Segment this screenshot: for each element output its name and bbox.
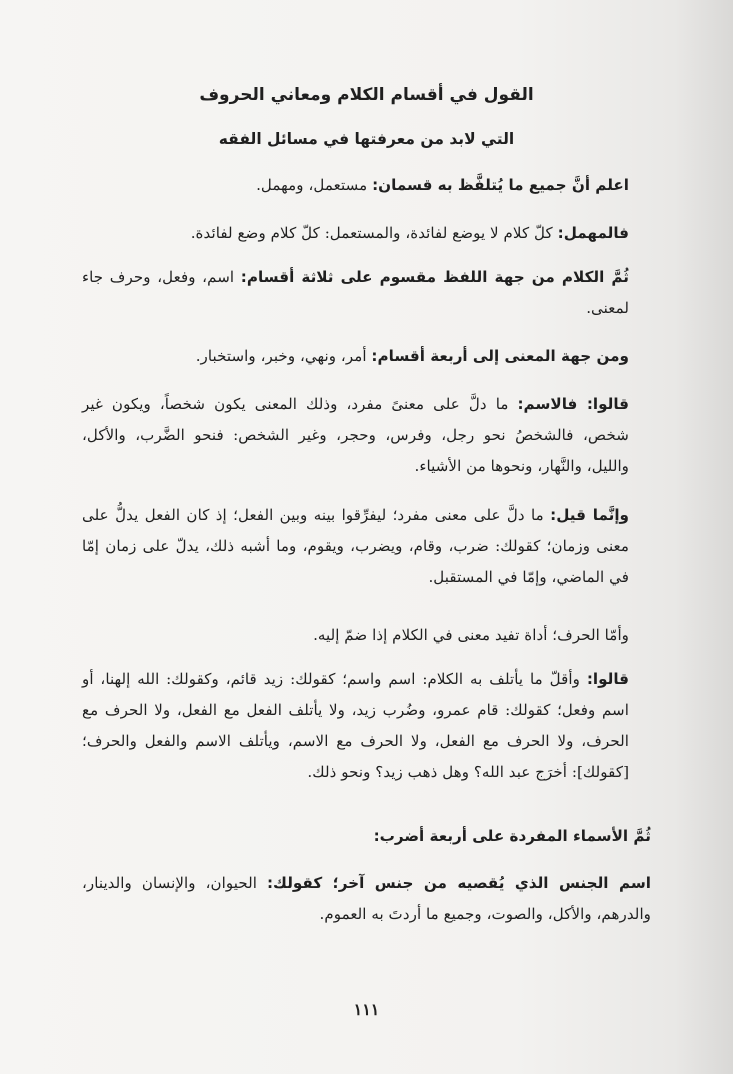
page-title: القول في أقسام الكلام ومعاني الحروف	[199, 85, 534, 105]
paragraph-2: فالمهمل: كلّ كلام لا يوضع لفائدة، والمستعمل: كلّ كلام وضع لفائدة.	[190, 224, 629, 242]
paragraph-8: قالوا: وأقلّ ما يأتلف به الكلام: اسم واسم؛ كقولك: زيد قائم، وكقولك: الله إلهنا، أو اسم وفعل؛ كقولك: قام عمرو، وضُرب زيد، ولا يأتلف الفعل مع الفعل، ولا الحرف مع الحرف، ولا الحرف مع الفعل، ولا الحرف مع الاسم، ويأتلف الاسم والفعل والحرف؛ [كقولك]: أخرَج عبد الله؟ وهل ذهب زيد؟ ونحو ذلك.	[82, 670, 629, 781]
paragraph-10: اسم الجنس الذي يُقصيه من جنس آخر؛ كقولك: الحيوان، والإنسان والدينار، والدرهم، والأكل، والصوت، وجميع ما أردتَ به العموم.	[82, 874, 651, 923]
paragraph-5: قالوا: فالاسم: ما دلَّ على معنىً مفرد، وذلك المعنى يكون شخصاً، ويكون غير شخص، فالشخصُ نحو رجل، وفرس، وحجر، وغير الشخص: فنحو الضَّرب، والأكل، والليل، والنَّهار، ونحوها من الأشياء.	[82, 395, 629, 475]
paragraph-6: وإنَّما قيل: ما دلَّ على معنى مفرد؛ ليفرِّقوا بينه وبين الفعل؛ إذ كان الفعل يدلُّ على معنى وزمان؛ كقولك: ضرب، وقام، ويضرب، ويقوم، وما أشبه ذلك، يدلّ على زمان إمّا في الماضي، وإمّا في المستقبل.	[82, 506, 629, 586]
paragraph-1: اعلم أنَّ جميع ما يُتلفَّظ به قسمان: مستعمل، ومهمل.	[256, 176, 629, 194]
paragraph-9: ثُمَّ الأسماء المفردة على أربعة أضرب:	[373, 827, 651, 845]
paragraph-7: وأمّا الحرف؛ أداة تفيد معنى في الكلام إذا ضمّ إليه.	[313, 626, 629, 644]
page-number: ١١١	[353, 1000, 380, 1019]
paragraph-3: ثُمَّ الكلام من جهة اللفظ مقسوم على ثلاثة أقسام: اسم، وفعل، وحرف جاء لمعنى.	[82, 268, 629, 317]
paragraph-4: ومن جهة المعنى إلى أربعة أقسام: أمر، ونهي، وخبر، واستخبار.	[195, 347, 629, 365]
page-subtitle: التي لابد من معرفتها في مسائل الفقه	[218, 130, 515, 148]
